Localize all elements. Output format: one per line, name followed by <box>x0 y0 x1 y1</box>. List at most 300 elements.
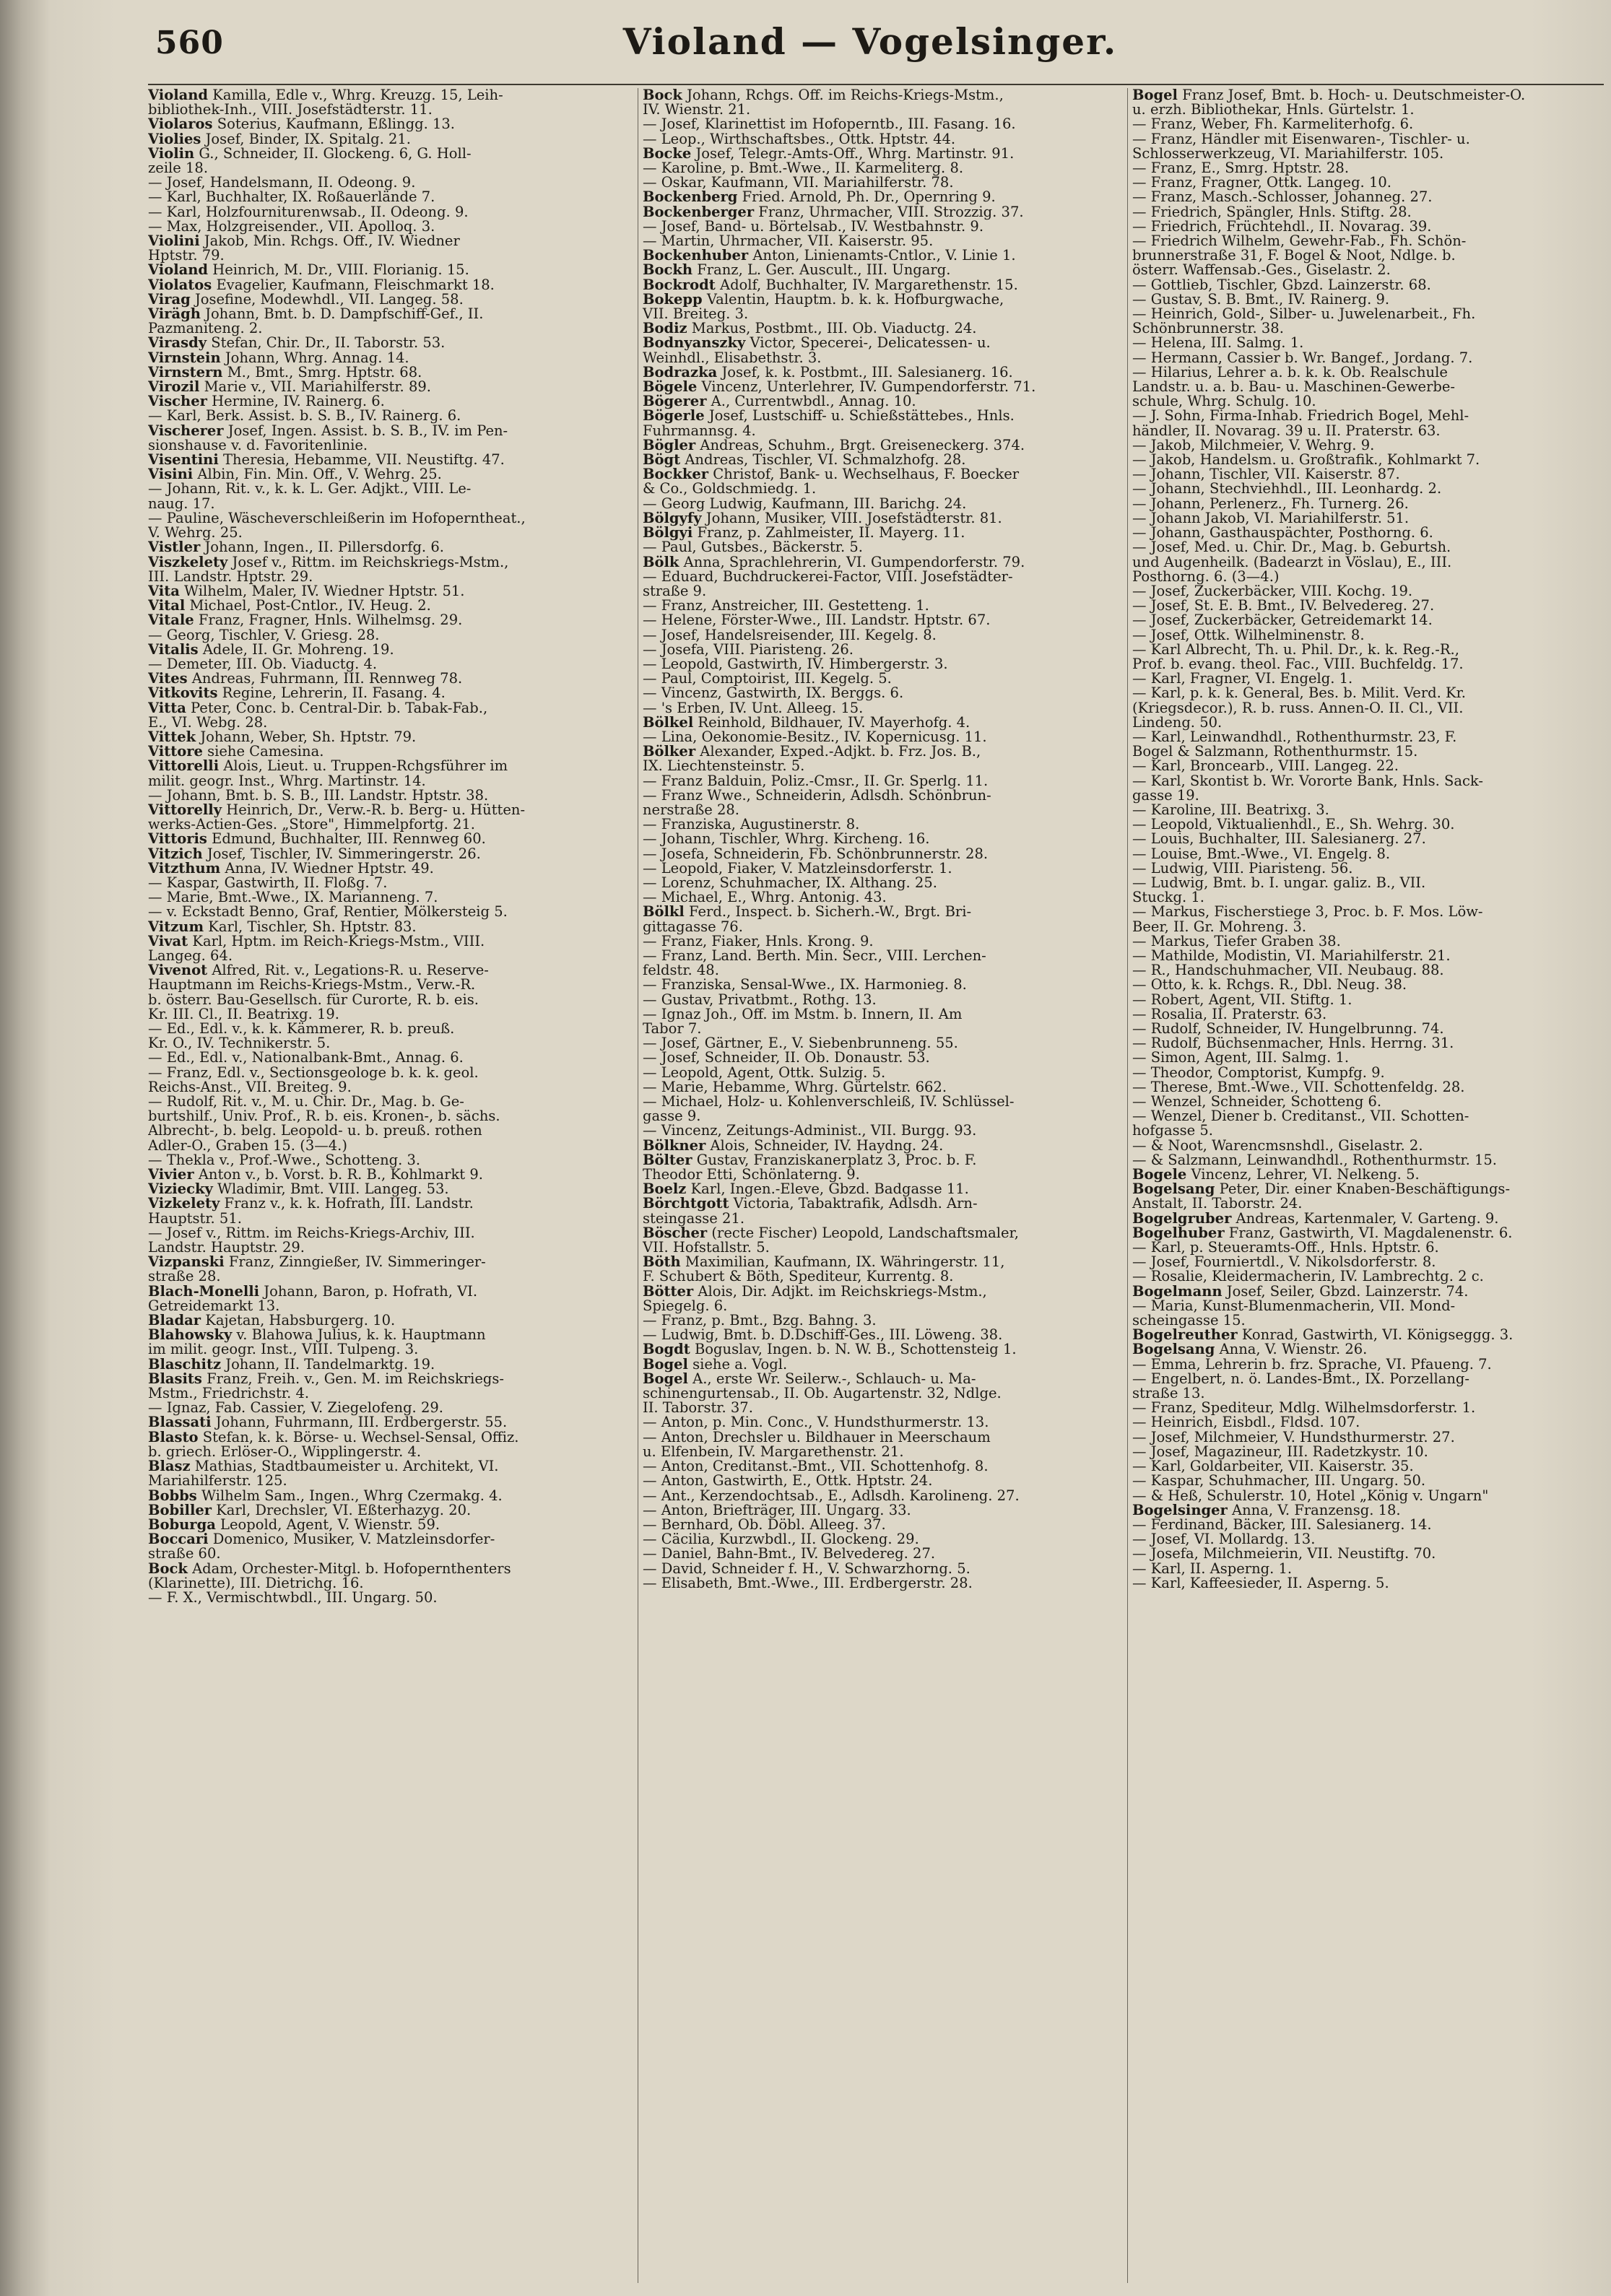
entry-text: — Franz, Edl. v., Sectionsgeologe b. k. k. geol. <box>148 1064 479 1081</box>
directory-entry <box>148 321 638 336</box>
directory-entry <box>643 175 1128 190</box>
directory-entry <box>148 876 638 890</box>
entry-text: Albrecht-, b. belg. Leopold- u. b. preuß. rothen <box>148 1122 482 1139</box>
entry-text: — Johann, Stechviehhdl., III. Leonhardg. 2. <box>1132 480 1442 497</box>
entry-text: Franz, L. Ger. Auscult., III. Ungarg. <box>692 261 951 279</box>
directory-entry <box>643 540 1128 555</box>
entry-text: — Rudolf, Büchsenmacher, Hnls. Herrng. 31. <box>1132 1035 1454 1052</box>
entry-surname: Bogelmann <box>1132 1282 1223 1300</box>
entry-text: Karl, Drechsler, VI. Eßterhazyg. 20. <box>212 1501 472 1518</box>
entry-text: — Josef, Handelsmann, II. Odeong. 9. <box>148 174 416 191</box>
entry-text: Peter, Dir. einer Knaben-Beschäftigungs- <box>1215 1180 1511 1198</box>
entry-text: — Gottlieb, Tischler, Gbzd. Lainzerstr. 68. <box>1132 276 1431 293</box>
entry-text: Posthorng. 6. (3—4.) <box>1132 568 1280 585</box>
directory-entry <box>1132 890 1609 905</box>
directory-entry <box>643 861 1128 876</box>
entry-text: — Heinrich, Gold-, Silber- u. Juwelenarbeit., Fh. <box>1132 305 1476 323</box>
entry-surname: Vittorelli <box>148 757 220 775</box>
directory-entry <box>148 847 638 861</box>
entry-text: Franz, Uhrmacher, VIII. Strozzig. 37. <box>754 203 1024 220</box>
entry-surname: Bölgyfy <box>643 509 702 526</box>
entry-text: — Wenzel, Diener b. Creditanst., VII. Schotten- <box>1132 1108 1469 1125</box>
entry-text: E., VI. Webg. 28. <box>148 713 268 731</box>
entry-surname: Bock <box>643 88 682 103</box>
entry-text: — Josef, Magazineur, III. Radetzkystr. 10. <box>1132 1443 1428 1460</box>
entry-text: Landstr. Hauptstr. 29. <box>148 1239 305 1256</box>
directory-entry <box>1132 1080 1609 1095</box>
directory-entry <box>1132 321 1609 336</box>
directory-entry <box>643 482 1128 496</box>
directory-entry <box>1132 117 1609 131</box>
entry-surname: Bockrodt <box>643 276 716 293</box>
entry-surname: Virnstern <box>148 363 223 381</box>
directory-entry <box>1132 1474 1609 1488</box>
entry-surname: Visini <box>148 466 194 483</box>
entry-text: — Max, Holzgreisender., VII. Apolloq. 3. <box>148 217 435 235</box>
entry-text: — Ferdinand, Bäcker, III. Salesianerg. 14. <box>1132 1516 1432 1533</box>
entry-text: Beer, II. Gr. Mohreng. 3. <box>1132 918 1307 935</box>
entry-text: Anton v., b. Vorst. b. R. B., Kohlmarkt 9. <box>194 1166 483 1183</box>
entry-text: gasse 19. <box>1132 786 1199 804</box>
entry-text: — Paul, Comptoirist, III. Kegelg. 5. <box>643 670 892 687</box>
entry-text: — Franz Wwe., Schneiderin, Adlsdh. Schönbrun- <box>643 786 991 804</box>
directory-entry <box>643 1401 1128 1415</box>
directory-entry <box>643 555 1128 570</box>
directory-entry <box>1132 190 1609 204</box>
directory-entry <box>643 1372 1128 1386</box>
entry-text: — Johann, Gasthauspächter, Posthorng. 6. <box>1132 524 1433 542</box>
directory-entry <box>1132 584 1609 599</box>
entry-surname: Vivenot <box>148 962 208 979</box>
entry-text: u. Elfenbein, IV. Margarethenstr. 21. <box>643 1443 904 1460</box>
directory-entry <box>643 744 1128 759</box>
directory-entry <box>643 88 1128 103</box>
entry-text: — Ludwig, Bmt. b. D.Dschiff-Ges., III. Löweng. 38. <box>643 1326 1003 1344</box>
entry-text: A., Currentwbdl., Annag. 10. <box>706 393 916 410</box>
directory-entry <box>148 599 638 613</box>
directory-entry <box>643 876 1128 890</box>
directory-entry <box>1132 1196 1609 1211</box>
directory-entry <box>1132 1459 1609 1474</box>
entry-text: bibliothek-Inh., VIII. Josefstädterstr. 11. <box>148 101 433 118</box>
directory-entry <box>1132 365 1609 380</box>
directory-entry <box>148 657 638 671</box>
entry-surname: Bögt <box>643 451 681 469</box>
entry-text: — Friedrich, Spängler, Hnls. Stiftg. 28. <box>1132 203 1412 220</box>
entry-text: — Karl Albrecht, Th. u. Phil. Dr., k. k. Reg.-R., <box>1132 640 1459 658</box>
entry-text: — Otto, k. k. Rchgs. R., Dbl. Neug. 38. <box>1132 976 1407 993</box>
entry-text: siehe a. Vogl. <box>687 1355 788 1373</box>
directory-entry <box>643 1284 1128 1299</box>
directory-entry <box>643 365 1128 380</box>
directory-entry <box>148 365 638 380</box>
entry-text: Valentin, Hauptm. b. k. k. Hofburgwache, <box>702 290 1004 308</box>
entry-surname: Bodnyanszky <box>643 334 746 352</box>
entry-text: Josef, Tischler, IV. Simmeringerstr. 26. <box>202 845 481 862</box>
entry-text: Franz, Gastwirth, VI. Magdalenenstr. 6. <box>1224 1224 1513 1241</box>
directory-entry <box>148 248 638 263</box>
entry-text: — Rosalia, II. Praterstr. 63. <box>1132 1005 1327 1022</box>
entry-text: — Franziska, Augustinerstr. 8. <box>643 816 860 833</box>
directory-entry <box>643 1547 1128 1561</box>
entry-surname: Virag <box>148 290 191 308</box>
entry-text: — Helene, Förster-Wwe., III. Landstr. Hptstr. 67. <box>643 612 991 629</box>
entry-text: — Thekla v., Prof.-Wwe., Schotteng. 3. <box>148 1151 421 1168</box>
entry-text: Andreas, Tischler, VI. Schmalzhofg. 28. <box>680 451 966 469</box>
entry-text: Adolf, Buchhalter, IV. Margarethenstr. 15. <box>715 276 1018 293</box>
directory-entry <box>643 511 1128 526</box>
entry-surname: Bladar <box>148 1312 201 1329</box>
entry-text: Josef, Ingen. Assist. b. S. B., IV. im Pen- <box>223 422 508 439</box>
directory-entry <box>643 351 1128 365</box>
directory-entry <box>148 803 638 817</box>
directory-entry <box>1132 88 1609 103</box>
entry-text: — Karl, Skontist b. Wr. Vororte Bank, Hnls. Sack- <box>1132 772 1483 789</box>
directory-entry <box>148 1136 638 1154</box>
entry-text: — Karl, Kaffeesieder, II. Asperng. 5. <box>1132 1574 1389 1591</box>
directory-entry <box>1132 832 1609 846</box>
entry-surname: Vittore <box>148 743 203 760</box>
directory-entry <box>148 1313 638 1328</box>
entry-text: — Josef, Med. u. Chir. Dr., Mag. b. Geburtsh. <box>1132 539 1451 556</box>
entry-surname: Bölkner <box>643 1136 706 1154</box>
directory-entry <box>643 1109 1128 1123</box>
entry-text: Christof, Bank- u. Wechselhaus, F. Boecker <box>708 466 1020 483</box>
entry-text: — Marie, Hebamme, Whrg. Gürtelstr. 662. <box>643 1078 947 1095</box>
directory-entry <box>643 1430 1128 1445</box>
entry-text: Marie v., VII. Mariahilferstr. 89. <box>199 378 431 396</box>
directory-entry <box>1132 570 1609 584</box>
directory-entry <box>643 1489 1128 1503</box>
directory-entry <box>643 409 1128 423</box>
entry-text: nerstraße 28. <box>643 801 739 818</box>
entry-text: — Josef, Klarinettist im Hofoperntb., III. Fasang. 16. <box>643 116 1016 133</box>
directory-entry <box>1132 497 1609 511</box>
directory-entry <box>643 292 1128 307</box>
entry-text: Gustav, Franziskanerplatz 3, Proc. b. F. <box>692 1151 977 1168</box>
entry-text: — Josef, Fourniertdl., V. Nikolsdorferstr. 8. <box>1132 1253 1436 1271</box>
entry-text: — Johann, Tischler, VII. Kaiserstr. 87. <box>1132 466 1400 483</box>
entry-text: — 's Erben, IV. Unt. Alleeg. 15. <box>643 699 864 716</box>
directory-entry <box>148 584 638 599</box>
directory-entry <box>643 920 1128 934</box>
entry-surname: Bogel <box>1132 88 1178 103</box>
directory-entry <box>1132 1153 1609 1167</box>
entry-text: händler, II. Novarag. 39 u. II. Praterstr. 63. <box>1132 422 1441 439</box>
directory-entry <box>643 1445 1128 1459</box>
entry-surname: Blasz <box>148 1458 191 1475</box>
entry-text: Kr. O., IV. Technikerstr. 5. <box>148 1035 331 1052</box>
entry-surname: Böscher <box>643 1224 708 1241</box>
entry-surname: Bodiz <box>643 320 687 337</box>
entry-surname: Blach-Monelli <box>148 1282 260 1300</box>
directory-entry <box>148 1226 638 1240</box>
directory-entry <box>1132 1342 1609 1357</box>
directory-entry <box>148 292 638 307</box>
entry-text: b. österr. Bau-Gesellsch. für Curorte, R. b. eis. <box>148 991 479 1008</box>
entry-text: — Anton, Gastwirth, E., Ottk. Hptstr. 24. <box>643 1472 933 1490</box>
directory-entry <box>148 1372 638 1386</box>
entry-text: Franz, p. Zahlmeister, II. Mayerg. 11. <box>692 524 965 542</box>
entry-text: — Josefa, Schneiderin, Fb. Schönbrunnerstr. 28. <box>643 845 989 862</box>
directory-entry <box>148 1080 638 1095</box>
directory-entry <box>148 190 638 204</box>
entry-text: Kamilla, Edle v., Whrg. Kreuzg. 15, Leih- <box>208 88 503 103</box>
entry-text: — Ed., Edl. v., Nationalbank-Bmt., Annag. 6. <box>148 1049 464 1066</box>
directory-entry <box>1132 234 1609 248</box>
entry-text: Mstm., Friedrichstr. 4. <box>148 1385 310 1402</box>
directory-entry <box>148 774 638 788</box>
entry-text: — Theodor, Comptorist, Kumpfg. 9. <box>1132 1064 1385 1081</box>
directory-entry <box>148 949 638 963</box>
directory-entry <box>1132 628 1609 643</box>
directory-entry <box>643 1562 1128 1576</box>
entry-text: Johann, Ingen., II. Pillersdorfg. 6. <box>200 539 444 556</box>
entry-text: Karl, Ingen.-Eleve, Gbzd. Badgasse 11. <box>686 1180 969 1198</box>
directory-entry <box>148 1109 638 1123</box>
directory-entry <box>1132 1489 1609 1503</box>
entry-surname: Vizpanski <box>148 1253 225 1271</box>
directory-entry <box>148 1386 638 1401</box>
entry-text: — Kaspar, Schuhmacher, III. Ungarg. 50. <box>1132 1472 1426 1490</box>
entry-text: IX. Liechtensteinstr. 5. <box>643 757 805 775</box>
directory-entry <box>148 570 638 584</box>
entry-surname: Violand <box>148 88 209 103</box>
entry-text: — Ant., Kerzendochtsab., E., Adlsdh. Karolineng. 27. <box>643 1487 1020 1504</box>
entry-text: — Ludwig, VIII. Piaristeng. 56. <box>1132 859 1353 877</box>
entry-text: Bogel & Salzmann, Rothenthurmstr. 15. <box>1132 743 1418 760</box>
entry-surname: Vischer <box>148 393 207 410</box>
entry-text: — Franz, Anstreicher, III. Gestetteng. 1. <box>643 597 929 614</box>
entry-text: Heinrich, Dr., Verw.-R. b. Berg- u. Hütten- <box>222 801 526 818</box>
entry-surname: Börchtgott <box>643 1195 729 1212</box>
directory-entry <box>643 1051 1128 1065</box>
entry-text: — Josef, Schneider, II. Ob. Donaustr. 53. <box>643 1049 930 1066</box>
entry-text: — Josef v., Rittm. im Reichs-Kriegs-Archiv, III. <box>148 1224 475 1241</box>
entry-text: — Franz, Fiaker, Hnls. Krong. 9. <box>643 932 874 949</box>
directory-entry <box>148 88 638 103</box>
directory-entry <box>643 713 1128 731</box>
directory-entry <box>1132 175 1609 190</box>
entry-text: Johann, Whrg. Annag. 14. <box>220 349 409 366</box>
directory-entry <box>1132 876 1609 890</box>
directory-entry <box>643 219 1128 234</box>
directory-entry <box>148 1299 638 1313</box>
entry-text: (recte Fischer) Leopold, Landschaftsmaler, <box>707 1224 1019 1241</box>
directory-column-3 <box>1127 88 1609 2283</box>
entry-text: — Ed., Edl. v., k. k. Kämmerer, R. b. preuß. <box>148 1020 455 1037</box>
entry-text: — Karl, Broncearb., VIII. Langeg. 22. <box>1132 757 1399 775</box>
entry-text: IV. Wienstr. 21. <box>643 101 751 118</box>
entry-text: Hermine, IV. Rainerg. 6. <box>207 393 385 410</box>
entry-surname: Vitalis <box>148 640 199 658</box>
directory-entry <box>148 832 638 846</box>
entry-surname: Bölker <box>643 743 696 760</box>
entry-text: Victoria, Tabaktrafik, Adlsdh. Arn- <box>729 1195 978 1212</box>
directory-entry <box>643 640 1128 658</box>
entry-text: — Franz, Land. Berth. Min. Secr., VIII. Lerchen- <box>643 947 986 964</box>
entry-text: — Gustav, Privatbmt., Rothg. 13. <box>643 991 877 1008</box>
directory-entry <box>1132 1123 1609 1138</box>
directory-entry <box>148 628 638 643</box>
directory-entry <box>148 380 638 394</box>
directory-entry <box>1132 1328 1609 1342</box>
entry-text: — Anton, Creditanst.-Bmt., VII. Schottenhofg. 8. <box>643 1458 989 1475</box>
entry-text: — Josef, Ottk. Wilhelminenstr. 8. <box>1132 626 1365 643</box>
directory-entry <box>148 526 638 540</box>
entry-text: Regine, Lehrerin, II. Fasang. 4. <box>217 684 446 702</box>
entry-surname: Bock <box>148 1560 188 1577</box>
directory-entry <box>1132 1036 1609 1051</box>
directory-entry <box>643 234 1128 248</box>
entry-surname: Bogele <box>1132 1166 1187 1183</box>
entry-text: Karl, Hptm. im Reich-Kriegs-Mstm., VIII. <box>188 932 485 949</box>
directory-entry <box>1132 934 1609 949</box>
directory-entry <box>1132 278 1609 292</box>
entry-text: Lindeng. 50. <box>1132 713 1223 731</box>
directory-entry <box>643 1209 1128 1227</box>
directory-entry <box>148 640 638 658</box>
entry-text: Hauptmann im Reichs-Kriegs-Mstm., Verw.-R. <box>148 976 476 993</box>
entry-text: Spiegelg. 6. <box>643 1297 728 1314</box>
directory-entry <box>1132 103 1609 117</box>
entry-text: — & Heß, Schulerstr. 10, Hotel „König v. Ungarn" <box>1132 1487 1489 1504</box>
entry-text: — Josef, Zuckerbäcker, VIII. Kochg. 19. <box>1132 582 1413 599</box>
entry-text: Josef, Telegr.-Amts-Off., Whrg. Martinstr. 91. <box>691 144 1015 162</box>
directory-entry <box>643 817 1128 832</box>
entry-text: siehe Camesina. <box>202 743 324 760</box>
directory-entry <box>1132 1182 1609 1196</box>
directory-entry <box>148 1415 638 1430</box>
entry-text: straße 60. <box>148 1545 221 1562</box>
entry-text: — Johann, Bmt. b. S. B., III. Landstr. Hptstr. 38. <box>148 786 489 804</box>
directory-entry <box>643 1196 1128 1211</box>
entry-text: — Leopold, Fiaker, V. Matzleinsdorferstr. 1. <box>643 859 952 877</box>
directory-entry <box>643 1342 1128 1357</box>
directory-entry <box>1132 307 1609 321</box>
entry-text: — Josef, Band- u. Börtelsab., IV. Westbahnstr. 9. <box>643 217 984 235</box>
directory-entry <box>643 1095 1128 1109</box>
entry-text: — Franz, p. Bmt., Bzg. Bahng. 3. <box>643 1312 877 1329</box>
entry-text: — Leop., Wirthschaftsbes., Ottk. Hptstr. 44. <box>643 130 956 147</box>
entry-text: — Josef, Milchmeier, V. Hundsthurmerstr. 27. <box>1132 1428 1455 1445</box>
entry-text: Adler-O., Graben 15. (3—4.) <box>148 1136 347 1154</box>
entry-text: — Martin, Uhrmacher, VII. Kaiserstr. 95. <box>643 232 934 250</box>
directory-entry <box>148 963 638 978</box>
entry-text: Johann, Baron, p. Hofrath, VI. <box>259 1282 478 1300</box>
directory-entry <box>1132 920 1609 934</box>
directory-entry <box>1132 540 1609 555</box>
directory-entry <box>1132 482 1609 496</box>
entry-text: — Emma, Lehrerin b. frz. Sprache, VI. Pfaueng. 7. <box>1132 1355 1492 1373</box>
directory-entry <box>643 132 1128 147</box>
directory-entry <box>1132 453 1609 467</box>
entry-text: — Oskar, Kaufmann, VII. Mariahilferstr. 78. <box>643 174 954 191</box>
entry-surname: Bötter <box>643 1282 694 1300</box>
entry-surname: Bogelsinger <box>1132 1501 1228 1518</box>
directory-entry <box>1132 1167 1609 1182</box>
directory-entry <box>643 424 1128 438</box>
directory-entry <box>643 394 1128 409</box>
directory-entry <box>148 1036 638 1051</box>
directory-entry <box>643 1226 1128 1240</box>
entry-text: Karl, Tischler, Sh. Hptstr. 83. <box>204 918 417 935</box>
directory-entry <box>1132 1503 1609 1518</box>
directory-entry <box>643 307 1128 321</box>
directory-entry <box>148 1547 638 1561</box>
entry-text: schule, Whrg. Schulg. 10. <box>1132 393 1316 410</box>
directory-entry <box>148 1051 638 1065</box>
directory-entry <box>643 1022 1128 1036</box>
entry-surname: Vitzthum <box>148 859 221 877</box>
entry-text: — Karoline, III. Beatrixg. 3. <box>1132 801 1329 818</box>
entry-text: Stefan, k. k. Börse- u. Wechsel-Sensal, Offiz. <box>198 1428 519 1445</box>
directory-entry <box>1132 817 1609 832</box>
entry-text: — Georg Ludwig, Kaufmann, III. Barichg. 24. <box>643 495 967 512</box>
entry-surname: Bölter <box>643 1151 692 1168</box>
entry-text: zeile 18. <box>148 160 209 177</box>
directory-entry <box>148 1459 638 1474</box>
entry-text: Anna, V. Franzensg. 18. <box>1227 1501 1401 1518</box>
entry-text: Schönbrunnerstr. 38. <box>1132 320 1284 337</box>
entry-text: A., erste Wr. Seilerw.-, Schlauch- u. Ma- <box>687 1370 976 1387</box>
directory-entry <box>1132 161 1609 175</box>
entry-text: Alois, Schneider, IV. Haydng. 24. <box>705 1136 944 1154</box>
directory-entry <box>1132 394 1609 409</box>
directory-entry <box>643 584 1128 599</box>
directory-entry <box>643 934 1128 949</box>
directory-entry <box>1132 686 1609 700</box>
entry-text: — Paul, Gutsbes., Bäckerstr. 5. <box>643 539 863 556</box>
entry-surname: Bokepp <box>643 290 703 308</box>
directory-entry <box>148 890 638 905</box>
directory-entry <box>148 1445 638 1459</box>
directory-entry <box>1132 526 1609 540</box>
entry-surname: Bogelsang <box>1132 1341 1215 1358</box>
entry-surname: Vivier <box>148 1166 194 1183</box>
entry-surname: Blasits <box>148 1370 202 1387</box>
entry-text: Mathias, Stadtbaumeister u. Architekt, VI. <box>190 1458 499 1475</box>
directory-entry <box>1132 730 1609 744</box>
directory-entry <box>643 1532 1128 1547</box>
entry-text: — Louise, Bmt.-Wwe., VI. Engelg. 8. <box>1132 845 1391 862</box>
entry-text: straße 28. <box>148 1268 221 1285</box>
entry-surname: Vittek <box>148 728 196 745</box>
directory-entry <box>1132 1226 1609 1240</box>
entry-text: Josef, k. k. Postbmt., III. Salesianerg. 16. <box>717 363 1013 381</box>
directory-entry <box>148 424 638 438</box>
directory-entry <box>148 234 638 248</box>
directory-entry <box>643 570 1128 584</box>
directory-entry <box>148 1196 638 1211</box>
directory-entry <box>148 1095 638 1109</box>
entry-text: Vincenz, Unterlehrer, IV. Gumpendorferstr. 71. <box>697 378 1036 396</box>
entry-text: — Karl, Goldarbeiter, VII. Kaiserstr. 35. <box>1132 1458 1414 1475</box>
directory-entry <box>643 993 1128 1007</box>
directory-entry <box>643 1386 1128 1401</box>
entry-text: — Engelbert, n. ö. Landes-Bmt., IX. Porzellang- <box>1132 1370 1470 1387</box>
directory-entry <box>148 730 638 744</box>
entry-text: — Eduard, Buchdruckerei-Factor, VIII. Josefstädter- <box>643 568 1013 585</box>
entry-text: & Co., Goldschmiedg. 1. <box>643 480 817 497</box>
entry-text: V. Wehrg. 25. <box>148 524 243 542</box>
entry-text: Josef, Seiler, Gbzd. Lainzerstr. 74. <box>1222 1282 1469 1300</box>
entry-text: — Franz Balduin, Poliz.-Cmsr., II. Gr. Sperlg. 11. <box>643 772 989 789</box>
entry-text: Vincenz, Lehrer, VI. Nelkeng. 5. <box>1186 1166 1420 1183</box>
entry-text: II. Taborstr. 37. <box>643 1399 753 1417</box>
directory-entry <box>643 190 1128 204</box>
entry-text: — Elisabeth, Bmt.-Wwe., III. Erdbergerstr. 28. <box>643 1574 973 1591</box>
